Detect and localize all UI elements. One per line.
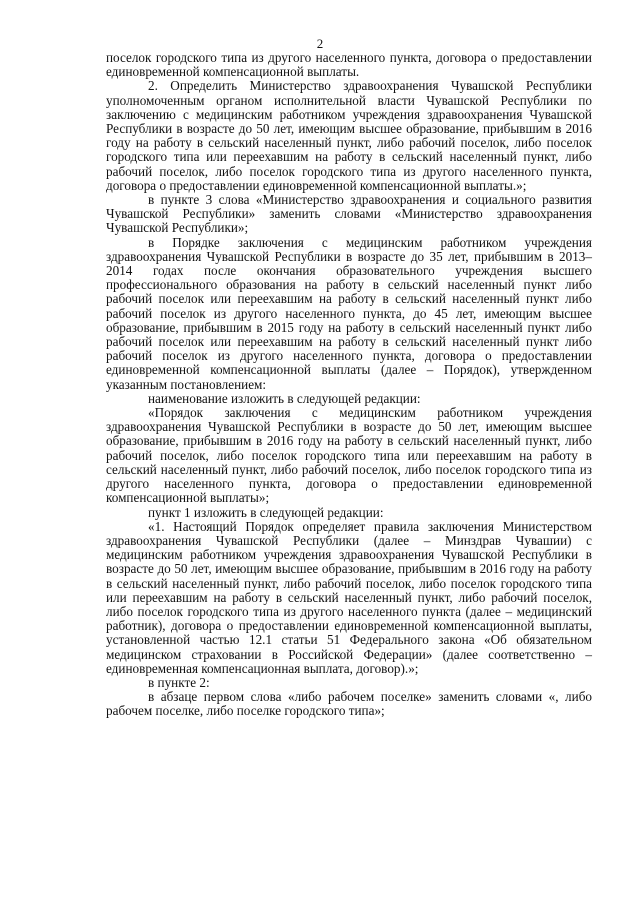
paragraph-point-3-amendment: в пункте 3 слова «Министерство здравоохранения и социального развития Чувашской Республики» заменить словами «Министерство здравоохранения Чувашской Республики»; bbox=[106, 192, 592, 236]
paragraph-point-2-first-subparagraph: в абзаце первом слова «либо рабочем поселке» заменить словами «, либо рабочем поселке, либо поселке городского типа»; bbox=[106, 689, 592, 719]
paragraph-new-point-1: «1. Настоящий Порядок определяет правила заключения Министерством здравоохранения Чувашской Республики (далее – Минздрав Чувашии) с медицинским работником учреждения здравоохранения Чувашской Республики в возрасте до 50 лет, имеющим высшее образование, прибывшим в 2016 году на работу в сельский населенный пункт, либо рабочий поселок, либо поселок городского типа или переехавшим на работу в сельский населенный пункт, либо рабочий поселок, либо поселок городского типа из другого населенного пункта (далее – медицинский работник), договора о предоставлении единовременной компенсационной выплаты, установленной частью 12.1 статьи 51 Федерального закона «Об обязательном медицинском страховании в Российской Федерации» (далее соответственно – единовременная компенсационная выплата, договор).»; bbox=[106, 518, 592, 676]
paragraph-continuation: поселок городского типа из другого населенного пункта, договора о предоставлении единовременной компенсационной выплаты. bbox=[106, 50, 592, 80]
document-body bbox=[106, 51, 592, 719]
paragraph-item-2: 2. Определить Министерство здравоохранения Чувашской Республики уполномоченным органом исполнительной власти Чувашской Республики по заключению с медицинским работником учреждения здравоохранения Чувашской Республики в возрасте до 50 лет, имеющим высшее образование, прибывшим в 2016 году на работу в сельский населенный пункт, либо рабочий поселок, либо поселок городского типа или переехавшим на работу в сельский населенный пункт, либо рабочий поселок, либо поселок городского типа из другого населенного пункта, договора о предоставлении единовременной компенсационной выплаты.»; bbox=[106, 78, 592, 193]
page-number: 2 bbox=[316, 36, 324, 51]
paragraph-new-title: «Порядок заключения с медицинским работником учреждения здравоохранения Чувашской Республики в возрасте до 50 лет, имеющим высшее образование, прибывшим в 2016 году на работу в сельский населенный пункт, либо рабочий поселок, либо поселок городского типа или переехавшим на работу в сельский населенный пункт, либо рабочий поселок, либо поселок городского типа из другого населенного пункта, договора о предоставлении единовременной компенсационной выплаты»; bbox=[106, 405, 592, 506]
paragraph-title-instruction: наименование изложить в следующей редакции: bbox=[148, 390, 421, 406]
paragraph-point-2-heading: в пункте 2: bbox=[148, 674, 210, 690]
paragraph-point-1-instruction: пункт 1 изложить в следующей редакции: bbox=[148, 504, 384, 520]
paragraph-procedure-intro: в Порядке заключения с медицинским работником учреждения здравоохранения Чувашской Республики в возрасте до 35 лет, прибывшим в 2013–2014 годах после окончания образовательного учреждения высшего профессионального образования на работу в сельский населенный пункт либо рабочий поселок или переехавшим на работу в сельский населенный пункт либо рабочий поселок из другого населенного пункта, до 45 лет, имеющим высшее образование, прибывшим в 2015 году на работу в сельский населенный пункт либо рабочий поселок или переехавшим на работу в сельский населенный пункт либо рабочий поселок из другого населенного пункта, договора о предоставлении единовременной компенсационной выплаты (далее – Порядок), утвержденном указанным постановлением: bbox=[106, 234, 592, 392]
